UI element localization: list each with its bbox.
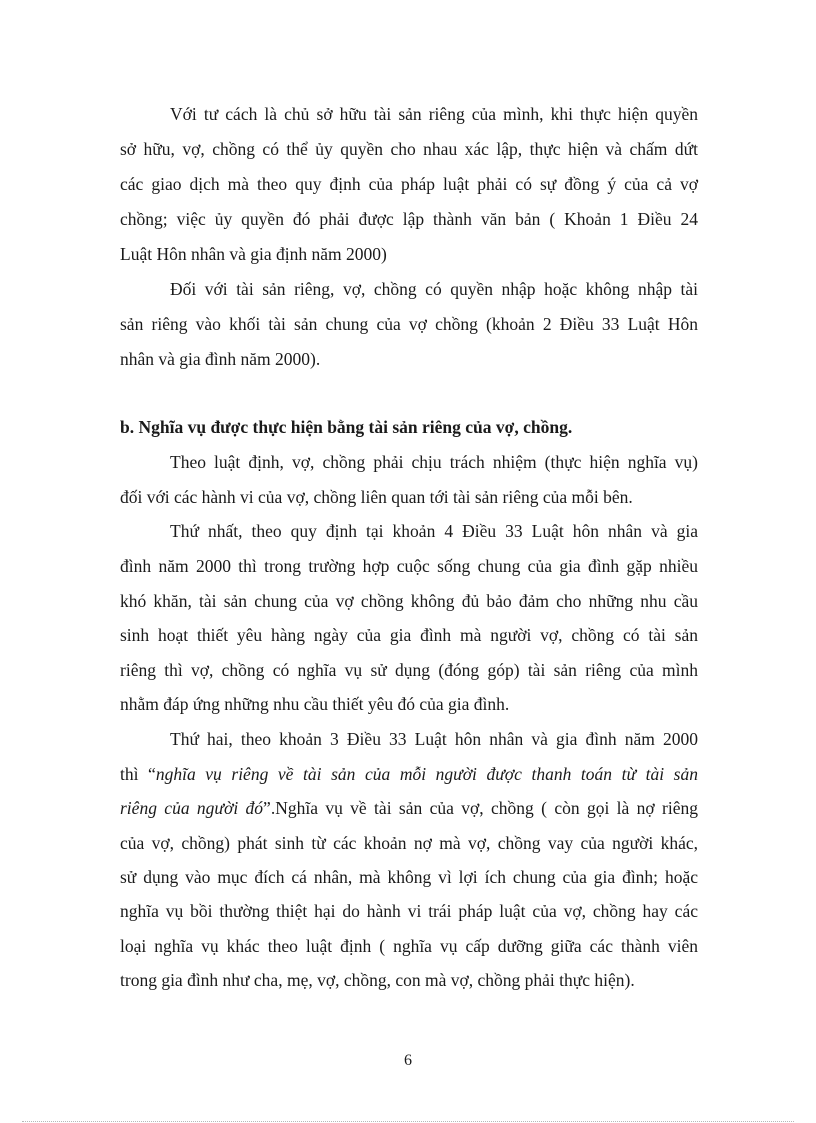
paragraph-line: nhằm đáp ứng những nhu cầu thiết yêu đó của gia đình. [120, 694, 510, 714]
paragraph-line: đình năm 2000 thì trong trường hợp cuộc sống chung của gia đình gặp nhiều [120, 556, 698, 576]
paragraph-line: Theo luật định, vợ, chồng phải chịu trách nhiệm (thực hiện nghĩa vụ) [170, 452, 698, 472]
paragraph-line: Luật Hôn nhân và gia định năm 2000) [120, 244, 387, 264]
italic-quote: nghĩa vụ riêng về tài sản của mỗi người được thanh toán từ tài sản [155, 764, 698, 784]
paragraph-line: nghĩa vụ bồi thường thiệt hại do hành vi trái pháp luật của vợ, chồng hay các [120, 901, 698, 921]
paragraph-line: loại nghĩa vụ khác theo luật định ( nghĩa vụ cấp dưỡng giữa các thành viên [120, 936, 698, 956]
quote-open: thì “ [120, 764, 156, 784]
paragraph-line: Với tư cách là chủ sở hữu tài sản riêng của mình, khi thực hiện quyền [170, 104, 698, 124]
paragraph-line: riêng thì vợ, chồng có nghĩa vụ sử dụng (đóng góp) tài sản riêng của mình [120, 660, 698, 680]
paragraph-line [120, 764, 698, 784]
paragraph-line: khó khăn, tài sản chung của vợ chồng không đủ bảo đảm cho những nhu cầu [120, 591, 698, 611]
paragraph-line: Thứ hai, theo khoản 3 Điều 33 Luật hôn nhân và gia đình năm 2000 [170, 729, 698, 749]
section-heading: b. Nghĩa vụ được thực hiện bằng tài sản riêng của vợ, chồng. [120, 417, 573, 437]
paragraph-line: đối với các hành vi của vợ, chồng liên quan tới tài sản riêng của mỗi bên. [120, 487, 633, 507]
paragraph-line: Thứ nhất, theo quy định tại khoản 4 Điều 33 Luật hôn nhân và gia [170, 521, 698, 541]
quote-continuation: ”.Nghĩa vụ về tài sản của vợ, chồng ( còn gọi là nợ riêng [263, 798, 698, 818]
paragraph-line: sản riêng vào khối tài sản chung của vợ chồng (khoản 2 Điều 33 Luật Hôn [120, 314, 698, 334]
paragraph-line: Đối với tài sản riêng, vợ, chồng có quyền nhập hoặc không nhập tài [170, 279, 698, 299]
paragraph-line: trong gia đình như cha, mẹ, vợ, chồng, con mà vợ, chồng phải thực hiện). [120, 970, 635, 990]
paragraph-line: nhân và gia đình năm 2000). [120, 349, 321, 369]
page-number: 6 [404, 1052, 412, 1069]
paragraph-line: sử dụng vào mục đích cá nhân, mà không vì lợi ích chung của gia đình; hoặc [120, 867, 698, 887]
page-bottom-divider [22, 1121, 794, 1122]
paragraph-line: chồng; việc ủy quyền đó phải được lập thành văn bản ( Khoản 1 Điều 24 [120, 209, 698, 229]
paragraph-line: sinh hoạt thiết yêu hàng ngày của gia đình mà người vợ, chồng có tài sản [120, 625, 698, 645]
italic-quote: riêng của người đó [120, 798, 264, 818]
paragraph-line: của vợ, chồng) phát sinh từ các khoản nợ mà vợ, chồng vay của người khác, [120, 833, 698, 853]
paragraph-line [120, 798, 698, 818]
paragraph-line: sở hữu, vợ, chồng có thể ủy quyền cho nhau xác lập, thực hiện và chấm dứt [120, 139, 698, 159]
paragraph-line: các giao dịch mà theo quy định của pháp luật phải có sự đồng ý của cả vợ [120, 174, 698, 194]
